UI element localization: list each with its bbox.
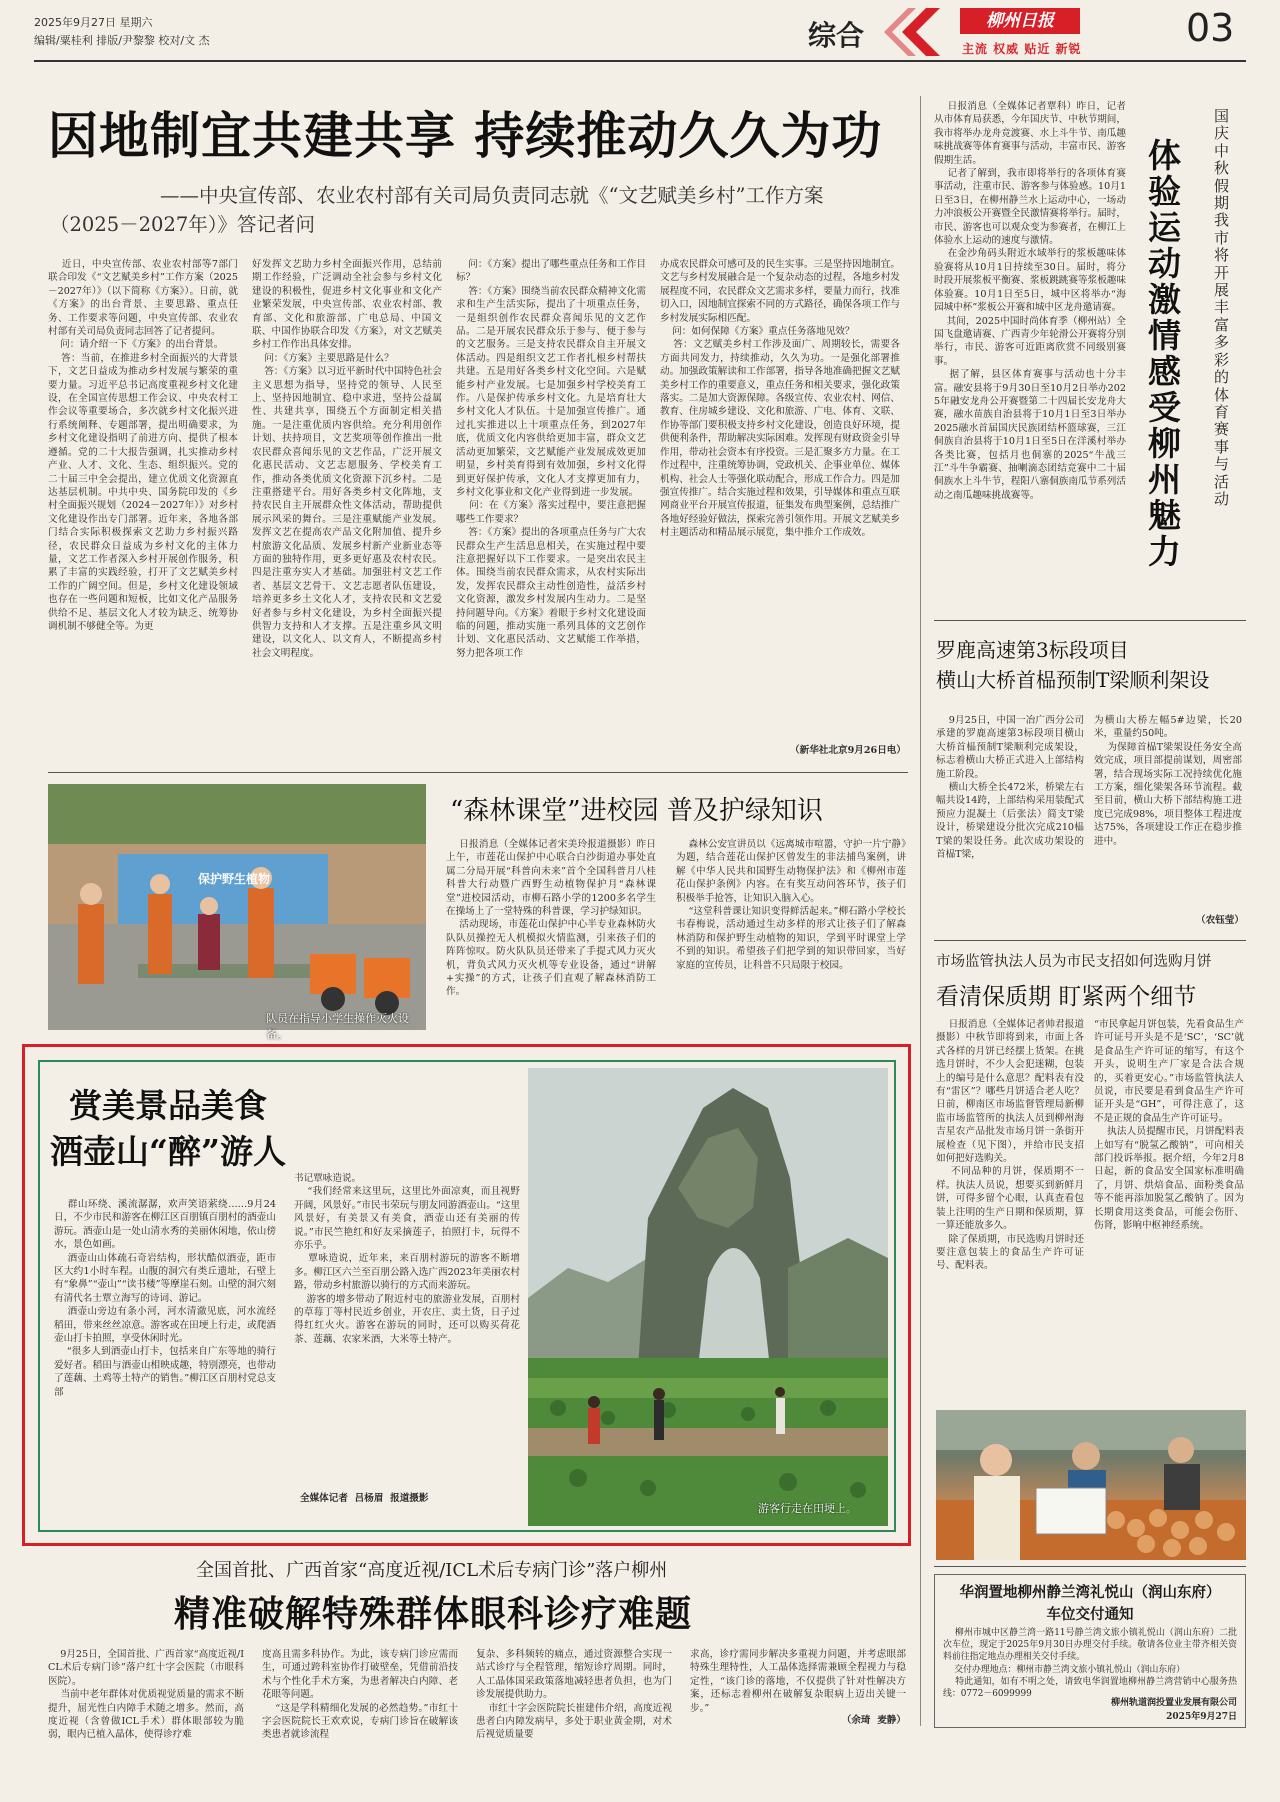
eye-col-1: 9月25日，全国首批、广西首家“高度近视/ICL术后专病门诊”落户红十字会医院（市眼科医院）。 当前中老年群体对优质视觉质量的需求不断提升，屈光性白内障手术随之增多。然而，高度近视（含曾做ICL手术）群体眼部较为脆弱，眼内已植入晶体，使得诊疗难: [48, 1649, 245, 1741]
lead-col-4: 办成农民群众可感可及的民生实事。三是坚持因地制宜。文艺与乡村发展融合是一个复杂动态的过程，各地乡村发展程度不同，农民群众文艺需求多样，要量力而行，找准切入口，因地制宜探索不同的方式路径，确保各项工作与乡村发展实际相匹配。 问：如何保障《方案》重点任务落地见效？ 答：文艺赋美乡村工作涉及面广、周期较长，需要各方面共同发力，持续推动，久久为功。一是强化部署推动。加强政策解读和工作部署，指导各地准确把握文艺赋美乡村工作的重要意义，重点任务和相关要求，强化政策落实。二是加大资源保障。各级宣传、农业农村、网信、教育、住房城乡建设、文化和旅游、广电、体育、文联、作协等部门要积极支持乡村文化建设，创造良好环境，提供便利条件，帮助解决实际困难。发挥现有财政资金引导作用，带动社会资本有序投资。三是汇聚多方力量。在工作过程中，注重统筹协调，党政机关、企事业单位、媒体机构、社会人士等强化联动配合，形成工作合力。四是加强宣传推广。结合实施过程和效果，引导媒体和重点互联网商业平台开展宣传报道，征集发布典型案例，总结推广各地好经验好做法，探索完善引领作用。开展文艺赋美乡村主题活动和精品展示展览，集中推介工作成效。: [660, 259, 900, 539]
market-col-2: “市民拿起月饼包装，先看食品生产许可证号开头是不是‘SC’，‘SC’就是食品生产许可证的缩写，有这个开头，说明生产厂家是合法合规的，买着更安心。”市场监管执法人员说，市民要是看到食品生产许可证开头是“GH”，可得注意了，这不是正规的食品生产许可证号。 执法人员提醒市民，月饼配料表上如写有“脱氢乙酸钠”，可向相关部门投诉举报。据介绍，今年2月8日起，新的食品安全国家标准明确了，月饼、烘焙食品、面粉类食品等不能再添加脱氢乙酸钠了。因为长期食用这类食品，可能会伤肝、伤肾，影响中枢神经系统。: [1094, 1019, 1245, 1232]
lead-col-3: 问：《方案》提出了哪些重点任务和工作目标？ 答：《方案》围绕当前农民群众精神文化需求和生产生活实际，提出了十项重点任务，一是组织创作农民群众喜闻乐见的文艺作品。二是开展农民群众乐于参与、便于参与的文艺服务。三是支持农民群众自主开展文体活动。四是组织文艺工作者扎根乡村帮扶共建。五是用好各类乡村文化空间。六是赋能乡村产业发展。七是加强乡村学校美育工作。八是保护传承乡村文化。九是培育壮大乡村文化人才队伍。十是加强宣传推广。通过扎实推进以上十项重点任务，到2027年底，优质文化内容供给更加丰富，群众文艺活动更加繁荣，文艺赋能产业发展成效更加明显，乡村美育得到有效加强，乡村文化得到更好保护传承，文化人才支撑更加有力，乡村文化事业和文化产业得到进一步发展。 问：在《方案》落实过程中，要注意把握哪些工作要求？ 答：《方案》提出的各项重点任务与广大农民群众生产生活息息相关，在实施过程中要注意把握好以下工作要求。一是突出农民主体。围绕当前农民群众需求，从农村实际出发，发挥农民群众主动性创造性，益活乡村文化资源，激发乡村发展内生动力。二是坚持问题导向。《方案》着眼于乡村文化建设面临的问题，推动实施一系列具体的文艺创作计划、文化惠民活动、文艺赋能工作举措，努力把各项工作: [456, 259, 647, 659]
karst-landscape-illustration: [528, 1068, 888, 1526]
sports-headline: 体验运动激情 感受柳州魅力: [1148, 136, 1181, 571]
paper-slogan: 主流 权威 贴近 新锐: [962, 42, 1082, 56]
notice-box: [934, 1574, 1246, 1728]
market-scene-illustration: [936, 1410, 1246, 1560]
feature-title-2: 酒壶山“醉”游人: [50, 1132, 286, 1171]
bridge-headline-1: 罗鹿高速第3标段项目: [936, 638, 1129, 662]
paper-name: 柳州日报: [986, 11, 1054, 31]
notice-date: 2025年9月27日: [1166, 1712, 1237, 1722]
lead-credit: （新华社北京9月26日电）: [790, 745, 906, 756]
market-kicker: 市场监管执法人员为市民支招如何选购月饼: [936, 954, 1212, 970]
market-rule: [934, 1566, 1246, 1567]
lead-col-2: 好发挥文艺助力乡村全面振兴作用，总结前期工作经验，广泛调动全社会参与乡村文化建设的积极性，促进乡村文化事业和文化产业繁荣发展，中央宣传部、农业农村部、教育部、文化和旅游部、广电总局、中国文联、中国作协联合印发《方案》，对文艺赋美乡村工作作出具体安排。 问：《方案》主要思路是什么？ 答：《方案》以习近平新时代中国特色社会主义思想为指导，坚持党的领导、人民至上、坚持因地制宜、稳中求进，坚持公益属性、共建共享，围绕五个方面制定相关措施。一是注重优质内容供给。充分利用创作计划、扶持项目，文艺奖项等创作推出一批农民群众喜闻乐见的文艺作品，广泛开展文化惠民活动、文艺志愿服务、学校美育工作，推动各类优质文化资源下沉乡村。二是注重搭建平台。用好各类乡村文化阵地，支持农民自主开展群众性文体活动，帮助提供展示风采的舞台。三是注重赋能产业发展。发挥文艺在提高农产品文化附加值、提升乡村旅游文化品质、发展乡村新产业新业态等方面的独特作用，更多更好惠及农村农民。四是注重夯实人才基础。加强驻村文艺工作者、基层文艺骨干、文艺志愿者队伍建设，培养更多乡土文化人才，支持农民和文艺爱好者参与乡村文化建设，为乡村全面振兴提供智力支持和人才支撑。五是注重乡风文明建设，以文化人、以文育人，不断提高乡村社会文明程度。: [252, 259, 443, 659]
forest-col-2: 森林公安宣讲员以《远离城市喧嚣，守护一片宁静》为题，结合莲花山保护区曾发生的非法捕鸟案例，讲解《中华人民共和国野生动物保护法》和《柳州市莲花山保护条例》内容。在有奖互动问答环节，孩子们积极举手抢答，让知识入脑入心。 “这堂科普课让知识变得鲜活起来。”柳石路小学校长韦春梅说，活动通过生动多样的形式让孩子们了解森林消防和保护野生动植物的知识，学到平时课堂上学不到的知识。希望孩子们把学到的知识带回家，当好家庭的宣传员，让科普不只局限于校园。: [676, 839, 906, 971]
feature-photo-caption: 游客行走在田埂上。: [758, 1502, 857, 1515]
eye-col-4: 求高，诊疗需同步解决多重视力问题，并考虑眼部特殊生理特性，人工晶体选择需兼顾全程视力与稳定性，“该门诊的落地，不仅提供了针对性解决方案，还标志着柳州在破解复杂眼病上迈出关键一步。”: [690, 1649, 906, 1714]
jiuhu-mountain-photo: [528, 1068, 888, 1526]
eye-credit: （余琦 麦静）: [841, 1715, 906, 1726]
forest-scene-illustration: [48, 784, 426, 1030]
lead-bottom-rule: [48, 772, 908, 773]
notice-body: 柳州市城中区静兰湾一路11号静兰湾文旅小镇礼悦山（润山东府）二批次车位，现定于2025年9月30日办理交付手续。敬请各位业主带齐相关资料前往指定地点办理相关交付手续。 交付办理地点：柳州市静兰湾文旅小镇礼悦山（润山东府） 特此通知，如有不明之处，请致电华润置地柳州静兰湾营销中心服务热线：0772－6099999: [943, 1628, 1237, 1700]
chevron-left-icon: [886, 6, 942, 58]
lead-subtitle-1: ——中央宣传部、农业农村部有关司局负责同志就《“文艺赋美乡村”工作方案: [160, 184, 824, 207]
sports-kicker: 国庆中秋假期我市将开展丰富多彩的体育赛事与活动: [1214, 107, 1230, 508]
lead-subtitle-2: （2025－2027年）》答记者问: [50, 213, 316, 236]
paper-logo: [960, 8, 1080, 34]
page-number: 03: [1186, 6, 1235, 50]
notice-title-1: 华润置地柳州静兰湾礼悦山（润山东府）: [959, 1585, 1221, 1601]
eye-kicker: 全国首批、广西首家“高度近视/ICL术后专病门诊”落户柳州: [196, 1560, 668, 1581]
eye-col-2: 度高且需多科协作。为此，该专病门诊应需而生，可通过跨科室协作打破壁垒，凭借前沿技术与个性化手术方案，为患者解决白内障、老花眼等问题。 “这是学科精细化发展的必然趋势。”市红十字会医院院长王欢欢说，专病门诊旨在破解该类患者就诊流程: [262, 1649, 458, 1741]
feature-col-1: 群山环绕、溪流潺潺，欢声笑语萦绕……9月24日，不少市民和游客在柳江区百朋镇百朋村的酒壶山游玩。酒壶山是一处山清水秀的美丽休闲地，依山傍水，景色如画。 酒壶山山体疏石奇岩结构，形状酷似酒壶，距市区大约1小时车程。山腹的洞穴有类丘遗址，石壁上有“象鼻”“壶山”“读书楼”等摩崖石刻。山壁的洞穴刻有清代名士覃立海写的诗词、游记。 酒壶山旁边有条小河，河水清澈见底，河水流经稻田，带来丝丝凉意。游客或在田埂上行走，或爬酒壶山打卡拍照，享受休闲时光。 “很多人到酒壶山打卡，包括来自广东等地的骑行爱好者。稻田与酒壶山相映成趣，特别漂亮，也带动了莲藕、土鸡等土特产的销售。”柳江区百朋村党总支部: [54, 1199, 277, 1398]
notice-company: 柳州轨道润投置业发展有限公司: [1110, 1698, 1237, 1708]
feature-col-2: 书记覃咏造说。 “我们经常来这里玩，这里比外面凉爽，而且视野开阔，风景好。”市民韦荣玩与朋友同游酒壶山。“这里风景好，有美景又有美食，酒壶山还有美丽的传说。”市民竺艳红和好友采摘莲子，拍照打卡，玩得不亦乐乎。 覃咏造说，近年来，来百朋村游玩的游客不断增多。柳江区六兰至百朋公路入选广西2023年美丽农村路，带动乡村旅游以骑行的方式而来游玩。 游客的增多带动了附近村屯的旅游业发展，百朋村的草莓丁等村民近乡创业，开农庄、卖土货，日子过得红红火火。游客在游玩的同时，还可以购买荷花茶、莲藕、农家米酒，大米等土特产。: [294, 1173, 521, 1345]
market-col-1: 日报消息（全媒体记者帅君报道摄影）中秋节即将到来，市面上各式各样的月饼已经摆上货架。在挑选月饼时，不少人会犯迷糊，包装上的编号是什么意思？配料表有没有“雷区”？哪些月饼适合老人吃？日前，柳南区市场监督管理局新柳监市场监管所的执法人员到柳州海吉星农产品批发市场月饼一条街开展检查（见下图），并给市民支招如何把好选购关。 不同品种的月饼，保质期不一样。执法人员说，想要买到新鲜月饼，可得多留个心眼，认真查看包装上注明的生产日期和保质期，算一算还能放多久。 除了保质期，市民选购月饼时还要注意包装上的食品生产许可证号、配料表。: [936, 1019, 1085, 1272]
bridge-body-right: 为横山大桥左幅5#边梁，长20米，重量约50吨。 为保障首榀T梁架设任务安全高效完成，项目部提前谋划，周密部署，结合现场实际工况持续优化施工方案，细化梁架各环节流程。截至目前，横山大桥下部结构施工进度已完成98%，项目整体工程进度达75%，各项建设工作正在稳步推进中。: [1094, 715, 1243, 847]
sports-body: 日报消息（全媒体记者覃科）昨日，记者从市体育局获悉，今年国庆节、中秋节期间，我市将举办龙舟竞渡赛、水上斗牛节、南瓜趣味挑战赛等体育赛事与活动，丰富市民、游客假期生活。 记者了解到，我市即将举行的各项体育赛事活动，注重市民、游客参与体验感。10月1日至3日，在柳州静兰水上运动中心，一场动力冲浪板公开赛暨全民激情赛将举行。届时，市民、游客也可以观众变为参赛者，在柳江上体验水上运动的速度与激情。 在金沙角码头附近水域举行的浆板趣味体验赛将从10月1日持续至30日。届时，将分时段开展浆板平衡赛、浆板跳跳赛等浆板趣味体验赛。10月1日至5日，城中区将举办“海园城中杯”浆板公开赛和城中区龙舟邀请赛。 其间，2025中国时尚体育季（柳州站）全国飞盘邀请赛、广西青少年轮滑公开赛将分别举行，市民、游客可近距离欣赏不同级别赛事。 据了解，县区体育赛事与活动也十分丰富。融安县将于9月30日至10月2日举办2025年融安龙舟公开赛暨第二十四届长安龙舟大赛，融水苗族自治县将于10月1日至3日举办2025融水首届国庆民族团结杯篮球赛，三江侗族自治县将于10月1日至5日在洋溪村举办各类比赛，包括月也侗寨的2025“牛战三江”斗牛争霸赛、抽喇滴态团结竞赛中二十届侗族水上斗牛节，程阳八寨侗族南瓜节系列活动之南瓜趣味挑战赛等。: [934, 101, 1127, 501]
feature-title-1: 赏美景品美食: [69, 1086, 267, 1125]
column-divider: [920, 96, 921, 1726]
forest-photo-caption: 队员在指导小学生操作灭火设备。: [266, 1012, 409, 1041]
bridge-rule: [934, 940, 1246, 941]
lead-col-1: 近日，中央宣传部、农业农村部等7部门联合印发《“文艺赋美乡村”工作方案（2025－2027年）》（以下简称《方案》）。日前，就《方案》的出台背景、主要思路、重点任务、工作要求等问题，中央宣传部、农业农村部有关司局负责同志回答了记者提问。 问：请介绍一下《方案》的出台背景。 答：当前，在推进乡村全面振兴的大背景下，文艺日益成为推动乡村发展与繁荣的重要力量。习近平总书记高度重视乡村文化建设，在全国宣传思想工作会议、中央农村工作会议等重要场合，多次就乡村文化振兴进行系统阐释、专题部署，提出明确要求，为乡村文化建设指明了前进方向、提供了根本遵循。党的二十大报告强调，扎实推动乡村产业、人才、文化、生态、组织振兴。党的二十届三中全会提出，建立优质文化资源直达基层机制。中共中央、国务院印发的《乡村全面振兴规划（2024－2027年）》对乡村文化建设作出专门部署。近年来，各地各部门结合实际积极探索文艺助力乡村振兴路径，农民群众日益成为乡村文化的主体力量，文艺工作者深入乡村开展创作服务，积累了丰富的实践经验，打开了文艺赋美乡村工作的广阔空间。但是，乡村文化建设领域也存在一些问题和短板，比如文化产品服务供给不足、基层文化人才较为缺乏、统筹协调机制不够健全等。为更: [48, 259, 238, 632]
eye-headline: 精准破解特殊群体眼科诊疗难题: [174, 1593, 693, 1635]
sports-rule: [934, 620, 1246, 621]
forest-banner-text: 保护野生植物: [198, 872, 271, 886]
staff-line: 编辑/粟桂利 排版/尹黎黎 校对/文 杰: [34, 34, 210, 47]
eye-col-3: 复杂、多科频转的痛点，通过资源整合实现一站式诊疗与全程管理，缩短诊疗周期。同时，人工晶体国采政策落地减轻患者负担，也为门诊发展提供助力。 市红十字会医院院长崔建伟介绍，高度近视患者白内障发病早，多处于职业黄金期，对术后视觉质量要: [476, 1649, 673, 1741]
forest-headline: “森林课堂”进校园 普及护绿知识: [450, 796, 823, 826]
feature-byline: 全媒体记者 吕杨眉 报道摄影: [300, 1493, 429, 1504]
bridge-credit: （农钰莹）: [1196, 915, 1244, 926]
bridge-headline-2: 横山大桥首榀预制T梁顺利架设: [936, 668, 1210, 692]
market-headline: 看清保质期 盯紧两个细节: [936, 984, 1197, 1010]
lead-title: 因地制宜共建共享 持续推动久久为功: [48, 106, 883, 165]
notice-title-2: 车位交付通知: [1046, 1607, 1134, 1623]
masthead: [0, 0, 1280, 62]
bridge-body-left: 9月25日，中国一冶广西分公司承建的罗鹿高速第3标段项目横山大桥首榀预制T梁顺利完成架设，标志着横山大桥正式进入上部结构施工阶段。 横山大桥全长472米，桥梁左右幅共设14跨，上部结构采用装配式预应力混凝土（后张法）简支T梁设计，桥梁建设分批次完成210榀T梁的架设任务。此次成功架设的首榀T梁，: [936, 715, 1085, 861]
section-label: 综合: [808, 19, 865, 52]
masthead-rule: [34, 60, 1246, 62]
date-line: 2025年9月27日 星期六: [34, 16, 153, 29]
forest-classroom-photo: [48, 784, 426, 1041]
forest-col-1: 日报消息（全媒体记者宋美玲报道摄影）昨日上午，市莲花山保护中心联合白沙街道办事处直属二分局开展“科普向未来”首个全国科普月八桂科普大行动暨广西野生动植物保护月“森林课堂”进校园活动，市柳石路小学的1200多名学生在操场上了一堂特殊的科普课，学习护绿知识。 活动现场，市莲花山保护中心半专业森林防火队队员操控无人机模拟火情监测，引来孩子们的阵阵惊叹。防火队队员还带来了手提式风力灭火机，背负式风力灭火机等专业设备，通过“讲解+实操”的方式，让孩子们直观了解森林消防工作。: [446, 839, 657, 998]
mooncake-market-photo: [936, 1410, 1246, 1560]
